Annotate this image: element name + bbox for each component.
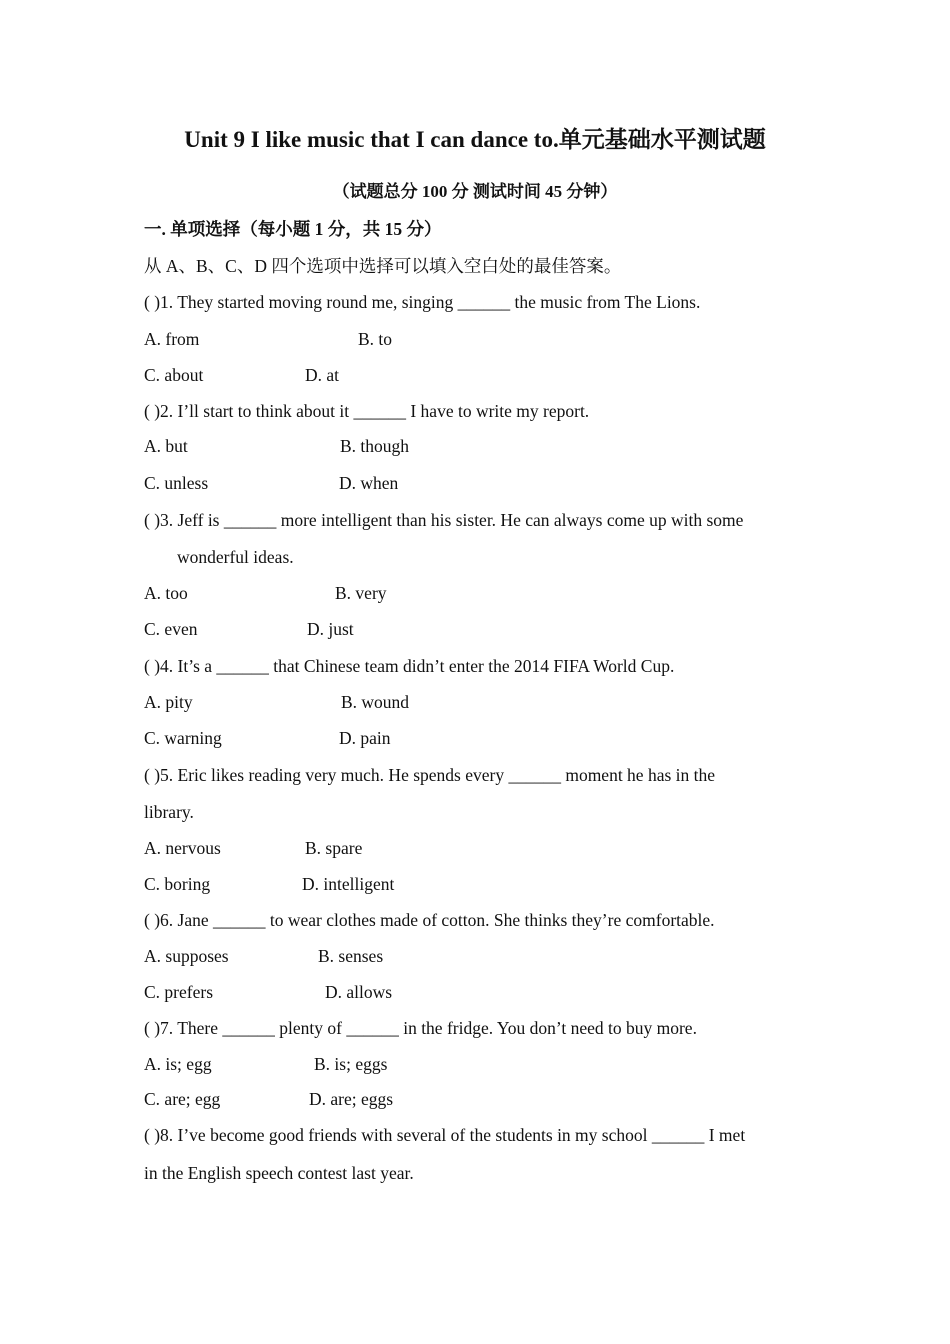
question-stem: ( )8. I’ve become good friends with several of the students in my school ______ I met <box>144 1125 746 1145</box>
question-stem: ( )7. There ______ plenty of ______ in the fridge. You don’t need to buy more. <box>144 1018 697 1038</box>
option-row <box>144 362 340 388</box>
question-stem-continued: in the English speech contest last year. <box>144 1163 414 1183</box>
option-row <box>144 580 387 606</box>
option-c: C. even <box>144 619 198 639</box>
option-d: D. intelligent <box>302 874 395 894</box>
option-a: A. from <box>144 329 200 349</box>
option-a: A. but <box>144 436 188 456</box>
page-title: Unit 9 I like music that I can dance to.单元基础水平测试题 <box>184 127 766 152</box>
option-row <box>144 1051 388 1077</box>
option-row <box>144 871 395 897</box>
question-stem: ( )5. Eric likes reading very much. He spends every ______ moment he has in the <box>144 765 716 785</box>
option-row <box>144 616 354 642</box>
option-b: B. is; eggs <box>314 1054 388 1074</box>
option-row <box>144 689 410 715</box>
option-c: C. warning <box>144 728 222 748</box>
question-stem: ( )6. Jane ______ to wear clothes made of cotton. She thinks they’re comfortable. <box>144 910 715 930</box>
option-c: C. are; egg <box>144 1089 221 1109</box>
option-d: D. when <box>339 473 399 493</box>
option-row <box>144 326 393 352</box>
question-stem: ( )2. I’ll start to think about it ______ I have to write my report. <box>144 401 590 421</box>
option-row <box>144 725 391 751</box>
option-d: D. pain <box>339 728 391 748</box>
option-a: A. pity <box>144 692 193 712</box>
option-d: D. at <box>305 365 340 385</box>
question-stem: ( )3. Jeff is ______ more intelligent than his sister. He can always come up with some <box>144 510 744 530</box>
question-stem-continued: library. <box>144 802 194 822</box>
option-a: A. supposes <box>144 946 229 966</box>
option-c: C. unless <box>144 473 209 493</box>
option-row <box>144 1086 394 1112</box>
option-b: B. to <box>358 329 393 349</box>
option-b: B. spare <box>305 838 363 858</box>
option-d: D. allows <box>325 982 393 1002</box>
option-b: B. senses <box>318 946 384 966</box>
section-heading: 一. 单项选择（每小题 1 分，共 15 分） <box>144 219 442 239</box>
option-d: D. just <box>307 619 354 639</box>
question-stem: ( )1. They started moving round me, singing ______ the music from The Lions. <box>144 292 701 312</box>
option-b: B. wound <box>341 692 410 712</box>
option-c: C. boring <box>144 874 211 894</box>
option-d: D. are; eggs <box>309 1089 394 1109</box>
option-b: B. very <box>335 583 387 603</box>
option-row <box>144 943 384 969</box>
option-row <box>144 470 399 496</box>
option-row <box>144 433 410 459</box>
option-b: B. though <box>340 436 410 456</box>
page-subtitle: （试题总分 100 分 测试时间 45 分钟） <box>332 182 618 201</box>
option-c: C. prefers <box>144 982 214 1002</box>
question-stem: ( )4. It’s a ______ that Chinese team didn’t enter the 2014 FIFA World Cup. <box>144 656 675 676</box>
question-stem-continued: wonderful ideas. <box>177 547 294 567</box>
option-a: A. nervous <box>144 838 221 858</box>
option-row <box>144 835 363 861</box>
option-c: C. about <box>144 365 204 385</box>
option-a: A. is; egg <box>144 1054 212 1074</box>
option-a: A. too <box>144 583 188 603</box>
option-row <box>144 979 393 1005</box>
section-instruction: 从 A、B、C、D 四个选项中选择可以填入空白处的最佳答案。 <box>144 256 622 276</box>
